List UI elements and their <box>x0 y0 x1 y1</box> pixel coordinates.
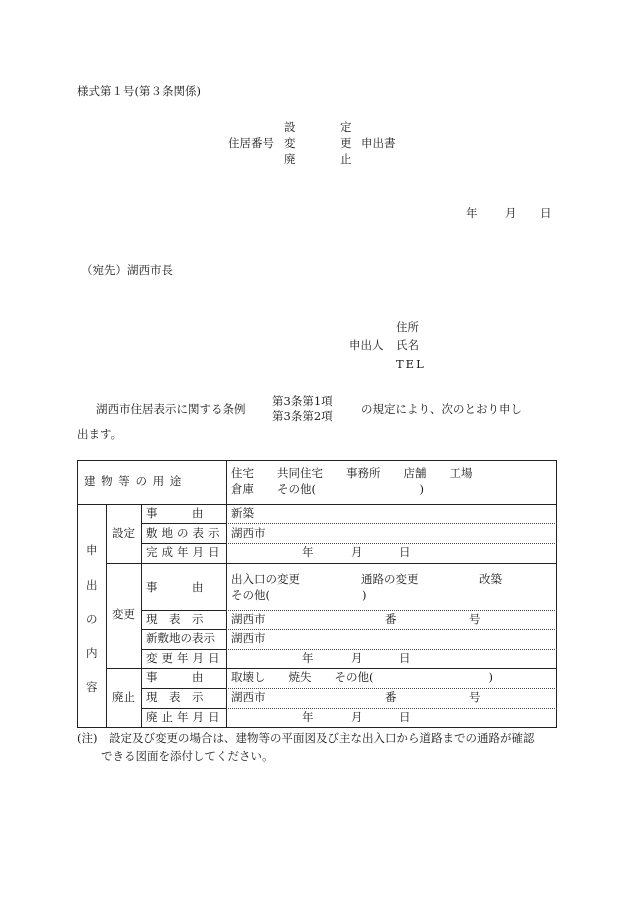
change-date-label: 変更年月日 <box>146 651 224 665</box>
change-current-label: 現 表 示 <box>146 612 204 626</box>
sub-line-dotted <box>226 649 557 650</box>
applicant-address-label: 住所 <box>396 320 419 334</box>
sub-line <box>141 523 226 524</box>
row-line-change <box>106 668 557 669</box>
setting-site-value: 湖西市 <box>231 526 266 540</box>
side-label-char: 容 <box>86 680 98 694</box>
change-reason-opt3: 改築 <box>479 572 502 586</box>
sub-line-dotted <box>226 708 557 709</box>
date-year: 年 <box>466 206 478 220</box>
setting-reason-label: 事 由 <box>146 506 204 520</box>
abolish-date-label: 廃止年月日 <box>146 710 224 724</box>
change-month: 月 <box>351 651 363 665</box>
use-label: 建 物 等 の 用 途 <box>84 474 183 488</box>
note-line2: できる図面を添付してください。 <box>101 749 274 763</box>
title-prefix: 住居番号 <box>228 136 274 150</box>
sub-line-dotted <box>226 610 557 611</box>
abolish-year: 年 <box>302 710 314 724</box>
intro-clause1: 第3条第1項 <box>272 394 333 408</box>
title-setting-b: 定 <box>340 120 352 134</box>
title-abolish-a: 廃 <box>284 152 296 166</box>
row-line-use <box>77 504 557 505</box>
sub-line-dotted <box>226 543 557 544</box>
col-divider-category <box>141 504 142 728</box>
sub-line-dotted <box>226 629 557 630</box>
title-suffix: 申出書 <box>361 136 396 150</box>
change-reason-opt2: 通路の変更 <box>361 572 419 586</box>
applicant-label: 申出人 <box>349 338 384 352</box>
intro-part3: 出ます。 <box>77 427 123 441</box>
sub-line-dotted <box>226 523 557 524</box>
applicant-tel-label: TEL <box>396 357 426 371</box>
sub-line <box>141 649 226 650</box>
setting-complete-label: 完成年月日 <box>146 545 224 559</box>
sub-line <box>141 708 226 709</box>
change-current-ban: 番 <box>385 612 397 626</box>
change-current-go: 号 <box>469 612 481 626</box>
side-label-char: の <box>86 612 98 626</box>
title-setting-a: 設 <box>284 120 296 134</box>
intro-clause2: 第3条第2項 <box>272 409 333 423</box>
use-options-line1: 住宅 共同住宅 事務所 店舗 工場 <box>231 466 473 480</box>
change-newsite-value: 湖西市 <box>231 631 266 645</box>
change-reason-label: 事 由 <box>146 580 204 594</box>
abolish-current-label: 現 表 示 <box>146 690 204 704</box>
abolish-month: 月 <box>351 710 363 724</box>
form-number: 様式第１号(第３条関係) <box>77 84 201 98</box>
setting-year: 年 <box>302 545 314 559</box>
abolish-current-go: 号 <box>469 690 481 704</box>
applicant-name-label: 氏名 <box>396 338 419 352</box>
sub-line <box>141 543 226 544</box>
use-options-line2: 倉庫 その他( ) <box>231 482 424 496</box>
intro-part2: の規定により、次のとおり申し <box>361 402 522 416</box>
setting-day: 日 <box>399 545 411 559</box>
sub-line-dotted <box>226 688 557 689</box>
intro-part1: 湖西市住居表示に関する条例 <box>96 402 246 416</box>
change-year: 年 <box>302 651 314 665</box>
side-label-char: 申 <box>86 543 98 557</box>
side-label-char: 内 <box>86 646 98 660</box>
date-month: 月 <box>505 206 517 220</box>
side-label-char: 出 <box>86 578 98 592</box>
abolish-day: 日 <box>399 710 411 724</box>
change-reason-opt1: 出入口の変更 <box>231 572 300 586</box>
setting-label: 設定 <box>112 526 135 540</box>
sub-line <box>141 688 226 689</box>
abolish-current-city: 湖西市 <box>231 690 266 704</box>
addressee: （宛先）湖西市長 <box>81 263 173 277</box>
setting-month: 月 <box>351 545 363 559</box>
change-current-city: 湖西市 <box>231 612 266 626</box>
row-line-setting <box>106 563 557 564</box>
title-abolish-b: 止 <box>340 152 352 166</box>
setting-reason-value: 新築 <box>231 506 254 520</box>
sub-line <box>141 629 226 630</box>
col-divider-side <box>106 504 107 728</box>
change-label: 変更 <box>112 607 135 621</box>
abolish-reason-value: 取壊し 焼失 その他( ) <box>231 670 493 684</box>
title-change-a: 変 <box>284 136 296 150</box>
abolish-label: 廃止 <box>112 690 135 704</box>
sub-line <box>141 610 226 611</box>
abolish-current-ban: 番 <box>385 690 397 704</box>
setting-site-label: 敷地の表示 <box>146 526 224 540</box>
title-change-b: 更 <box>340 136 352 150</box>
change-newsite-label: 新敷地の表示 <box>146 631 215 645</box>
note-line1: (注) 設定及び変更の場合は、建物等の平面図及び主な出入口から道路までの通路が確認 <box>77 731 535 745</box>
change-day: 日 <box>399 651 411 665</box>
date-day: 日 <box>540 206 552 220</box>
change-reason-other: その他( ) <box>231 588 367 602</box>
abolish-reason-label: 事 由 <box>146 670 204 684</box>
